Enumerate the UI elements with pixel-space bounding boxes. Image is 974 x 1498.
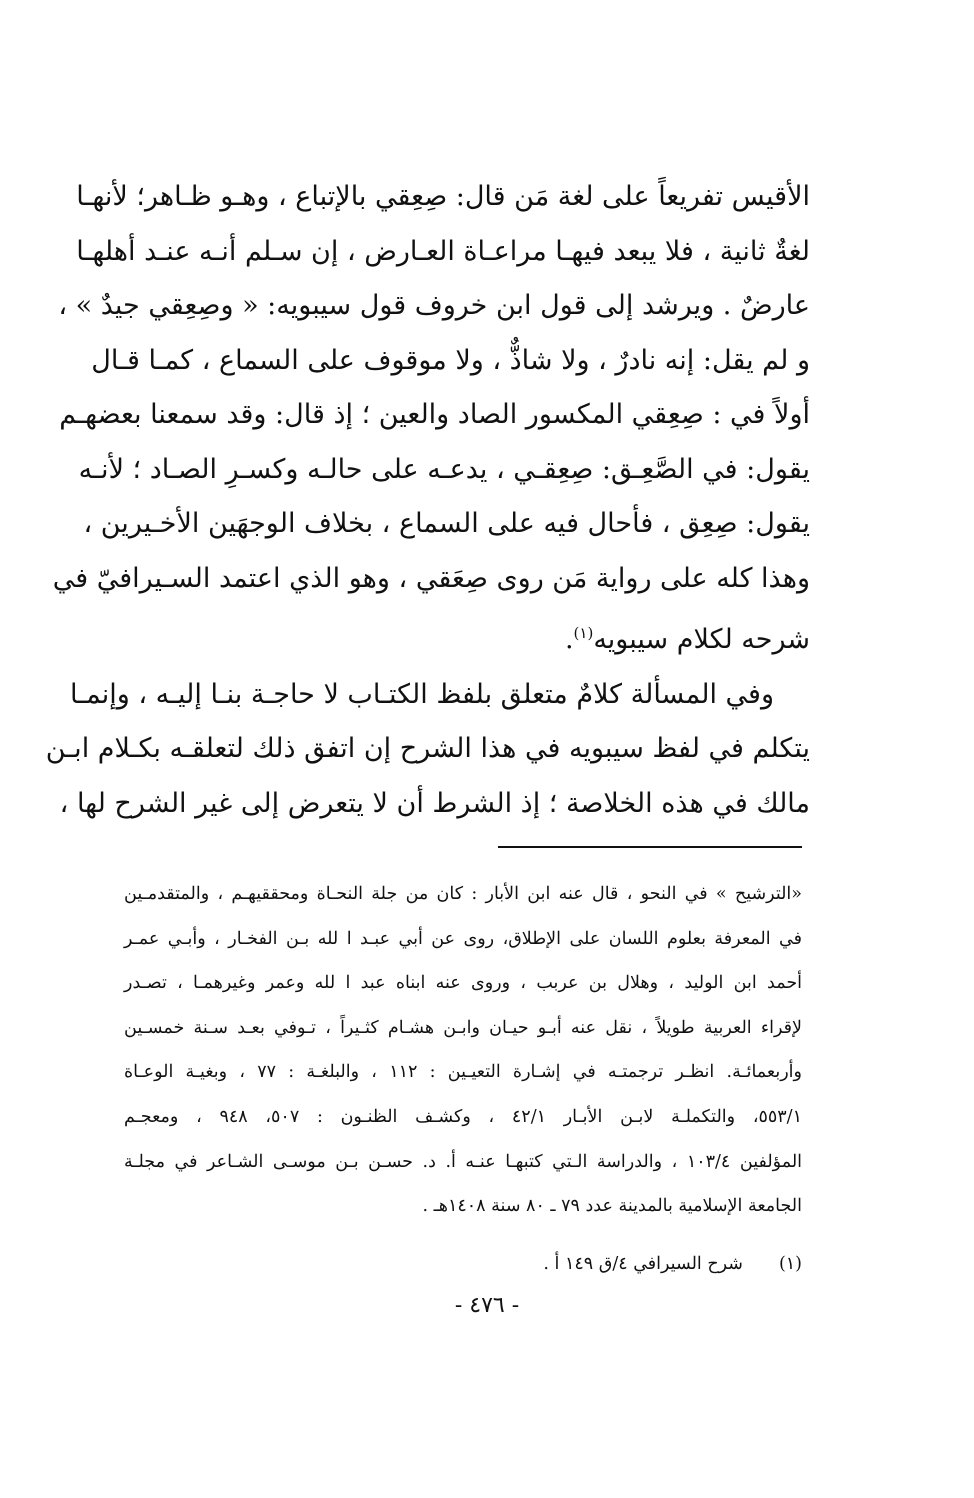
footnote-line: لإقراء العربية طويلاً ، نقل عنه أبـو حيـان وابـن هشـام كثـيراً ، تـوفي بعـد سـنة خمسـين bbox=[124, 1017, 802, 1038]
footnote-reference: (١) bbox=[573, 624, 594, 642]
text-line: يتكلم في لفظ سيبويه في هذا الشرح إن اتفق ذلك لتعلقـه بكـلام ابـن bbox=[45, 733, 810, 764]
text-line-with-footnote-ref bbox=[130, 606, 810, 668]
text-line: أولاً في : صِعِقي المكسور الصاد والعين ؛ إذ قال: وقد سمعنا بعضهـم bbox=[59, 399, 810, 430]
text-line: يقول: في الصَّعِـق: صِعِقـي ، يدعـه على حالـه وكسـرِ الصـاد ؛ لأنـه bbox=[78, 453, 810, 485]
footnote-line: المؤلفين ١٠٣/٤ ، والدراسة الـتي كتبهـا عنـه أ. د. حسـن بـن موسـى الشـاعر في مجلـة bbox=[124, 1151, 803, 1172]
text-line: الأقيس تفريعاً على لغة مَن قال: صِعِقي بالإتباع ، وهـو ظـاهر؛ لأنهـا bbox=[76, 181, 810, 212]
footnote-separator bbox=[498, 846, 802, 848]
footnote-line: «الترشيح » في النحو ، قال عنه ابن الأبار : كان من جلة النحـاة ومحققيهـم ، والمتقدمـين bbox=[124, 884, 802, 904]
footnote-line: أحمد ابن الوليد ، وهلال بن عربب ، وروى عنه ابناه عبد ا لله وعمر وغيرهمـا ، تصـدر bbox=[124, 973, 802, 994]
footnote-line: ٥٥٣/١، والتكملـة لابـن الأبـار ٤٢/١ ، وكشـف الظنـون : ٥٠٧، ٩٤٨ ، ومعجـم bbox=[124, 1106, 802, 1127]
main-text bbox=[45, 170, 810, 831]
text-line: لغةٌ ثانية ، فلا يبعد فيهـا مراعـاة العـارض ، إن سـلم أنـه عنـد أهلهـا bbox=[76, 235, 810, 267]
footnote-number: (١) bbox=[778, 1254, 802, 1274]
footnote-line: في المعرفة بعلوم اللسان على الإطلاق، روى عن أبي عبـد ا لله بـن الفخـار ، وأبـي عمـر bbox=[124, 928, 802, 949]
text-line-content: شرحه لكلام سيبويه bbox=[593, 624, 810, 655]
text-line: و لم يقل: إنه نادرٌ ، ولا شاذٌّ ، ولا موقوف على السماع ، كمـا قـال bbox=[91, 344, 810, 376]
text-line: مالك في هذه الخلاصة ؛ إذ الشرط أن لا يتعرض إلى غير الشرح لها ، bbox=[59, 787, 810, 819]
text-line: يقول: صِعِق ، فأحال فيه على السماع ، بخلاف الوجهَين الأخـيرين ، bbox=[83, 508, 810, 539]
text-line: عارضٌ . ويرشد إلى قول ابن خروف قول سيبويه: « وصِعِقي جيدٌ » ، bbox=[58, 290, 810, 321]
text-line: وهذا كله على رواية مَن روى صِعَقي ، وهو الذي اعتمد السـيرافيّ في bbox=[52, 562, 810, 594]
footnote-text: شرح السيرافي ٤/ق ١٤٩ أ . bbox=[543, 1254, 743, 1274]
footnote-1 bbox=[543, 1244, 802, 1284]
line-end-period: . bbox=[564, 624, 574, 655]
footnote-line: وأربعمائـة. انظـر ترجمتـه في إشـارة التعيـين : ١١٢ ، والبلغـة : ٧٧ ، وبغيـة الوعـاة bbox=[124, 1062, 802, 1083]
page-number: - ٤٧٦ - bbox=[454, 1293, 520, 1318]
footnote-line: الجامعة الإسلامية بالمدينة عدد ٧٩ ـ ٨٠ سنة ١٤٠٨هـ . bbox=[422, 1196, 802, 1217]
footnotes-continued bbox=[124, 872, 802, 1229]
paragraph-first-line: وفي المسألة كلامٌ متعلق بلفظ الكتـاب لا حاجـة بنـا إليـه ، وإنمـا bbox=[69, 678, 774, 710]
